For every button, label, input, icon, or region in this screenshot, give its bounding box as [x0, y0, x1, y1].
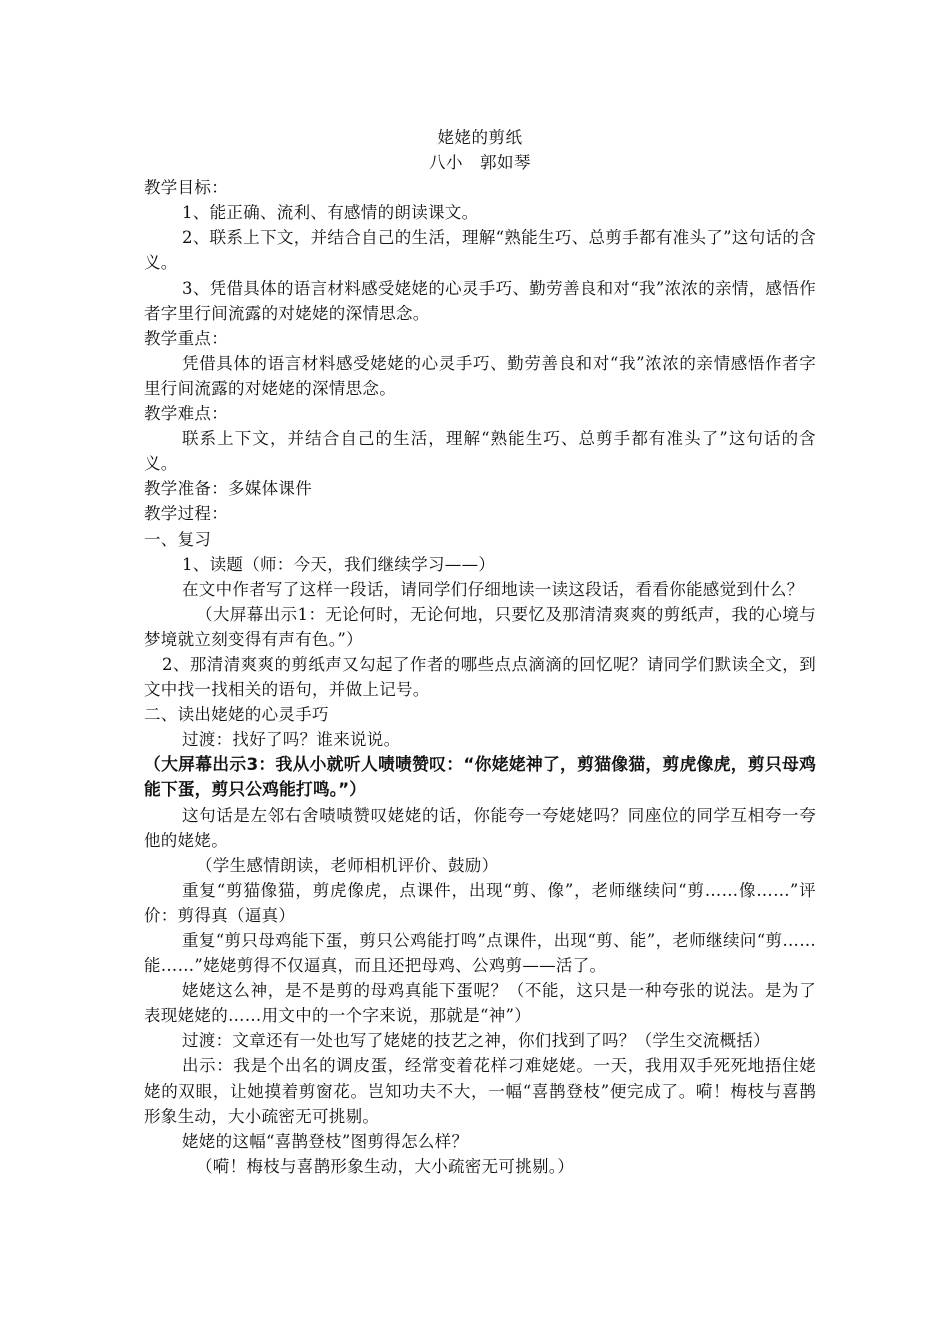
paragraph: 1、读题（师：今天，我们继续学习——） [182, 554, 496, 574]
section-heading: 教学目标： [144, 178, 228, 198]
paragraph: （学生感情朗读，老师相机评价、鼓励） [196, 855, 499, 875]
paragraph: 1、能正确、流利、有感情的朗读课文。 [182, 203, 479, 223]
document-author: 八小 郭如琴 [429, 153, 531, 173]
paragraph: 姥姥这么神，是不是剪的母鸡真能下蛋呢？（不能，这只是一种夸张的说法。是为了表现姥姥的……用文中的一个字来说，那就是“神”） [144, 981, 816, 1026]
paragraph: （嗬！梅枝与喜鹊形象生动，大小疏密无可挑剔。） [196, 1156, 575, 1176]
section-heading: 教学准备：多媒体课件 [144, 479, 312, 499]
paragraph: 2、联系上下文，并结合自己的生活，理解“熟能生巧、总剪手都有准头了”这句话的含义。 [144, 228, 816, 273]
highlight-paragraph: （大屏幕出示3：我从小就听人啧啧赞叹：“你姥姥神了，剪猫像猫，剪虎像虎，剪只母鸡能下蛋，剪只公鸡能打鸣。”） [144, 754, 816, 800]
paragraph: 2、那清清爽爽的剪纸声又勾起了作者的哪些点点滴滴的回忆呢？请同学们默读全文，到文中找一找相关的语句，并做上记号。 [144, 654, 816, 700]
section-heading: 二、读出姥姥的心灵手巧 [144, 705, 329, 725]
document-paragraphs [144, 175, 816, 1179]
paragraph: 凭借具体的语言材料感受姥姥的心灵手巧、勤劳善良和对“我”浓浓的亲情感悟作者字里行间流露的对姥姥的深情思念。 [144, 353, 816, 398]
section-heading: 一、复习 [144, 529, 212, 549]
paragraph: 过渡：文章还有一处也写了姥姥的技艺之神，你们找到了吗？（学生交流概括） [182, 1031, 770, 1051]
paragraph: 联系上下文，并结合自己的生活，理解“熟能生巧、总剪手都有准头了”这句话的含义。 [144, 429, 816, 474]
section-heading: 教学难点： [144, 404, 228, 424]
paragraph: （大屏幕出示1：无论何时，无论何地，只要忆及那清清爽爽的剪纸声，我的心境与梦境就立刻变得有声有色。”） [144, 604, 816, 649]
document-title: 姥姥的剪纸 [437, 128, 523, 147]
paragraph: 重复“剪只母鸡能下蛋，剪只公鸡能打鸣”点课件，出现“剪、能”，老师继续问“剪……能……”姥姥剪得不仅逼真，而且还把母鸡、公鸡剪——活了。 [144, 931, 816, 976]
paragraph: 这句话是左邻右舍啧啧赞叹姥姥的话，你能夸一夸姥姥吗？同座位的同学互相夸一夸他的姥姥。 [144, 805, 816, 850]
section-heading: 教学过程： [144, 504, 228, 524]
section-heading: 教学重点： [144, 328, 228, 348]
paragraph: 3、凭借具体的语言材料感受姥姥的心灵手巧、勤劳善良和对“我”浓浓的亲情，感悟作者字里行间流露的对姥姥的深情思念。 [144, 278, 816, 323]
paragraph: 重复“剪猫像猫，剪虎像虎，点课件，出现“剪、像”，老师继续问“剪……像……”评价：剪得真（逼真） [144, 880, 816, 925]
paragraph: 过渡：找好了吗？谁来说说。 [182, 730, 401, 750]
paragraph: 出示：我是个出名的调皮蛋，经常变着花样刁难姥姥。一天，我用双手死死地捂住姥姥的双眼，让她摸着剪窗花。岂知功夫不大，一幅“喜鹊登枝”便完成了。嗬！梅枝与喜鹊形象生动，大小疏密无可挑剔。 [144, 1056, 816, 1126]
paragraph: 在文中作者写了这样一段话，请同学们仔细地读一读这段话，看看你能感觉到什么？ [182, 579, 804, 599]
paragraph: 姥姥的这幅“喜鹊登枝”图剪得怎么样？ [182, 1131, 469, 1151]
document-body [144, 125, 816, 1179]
